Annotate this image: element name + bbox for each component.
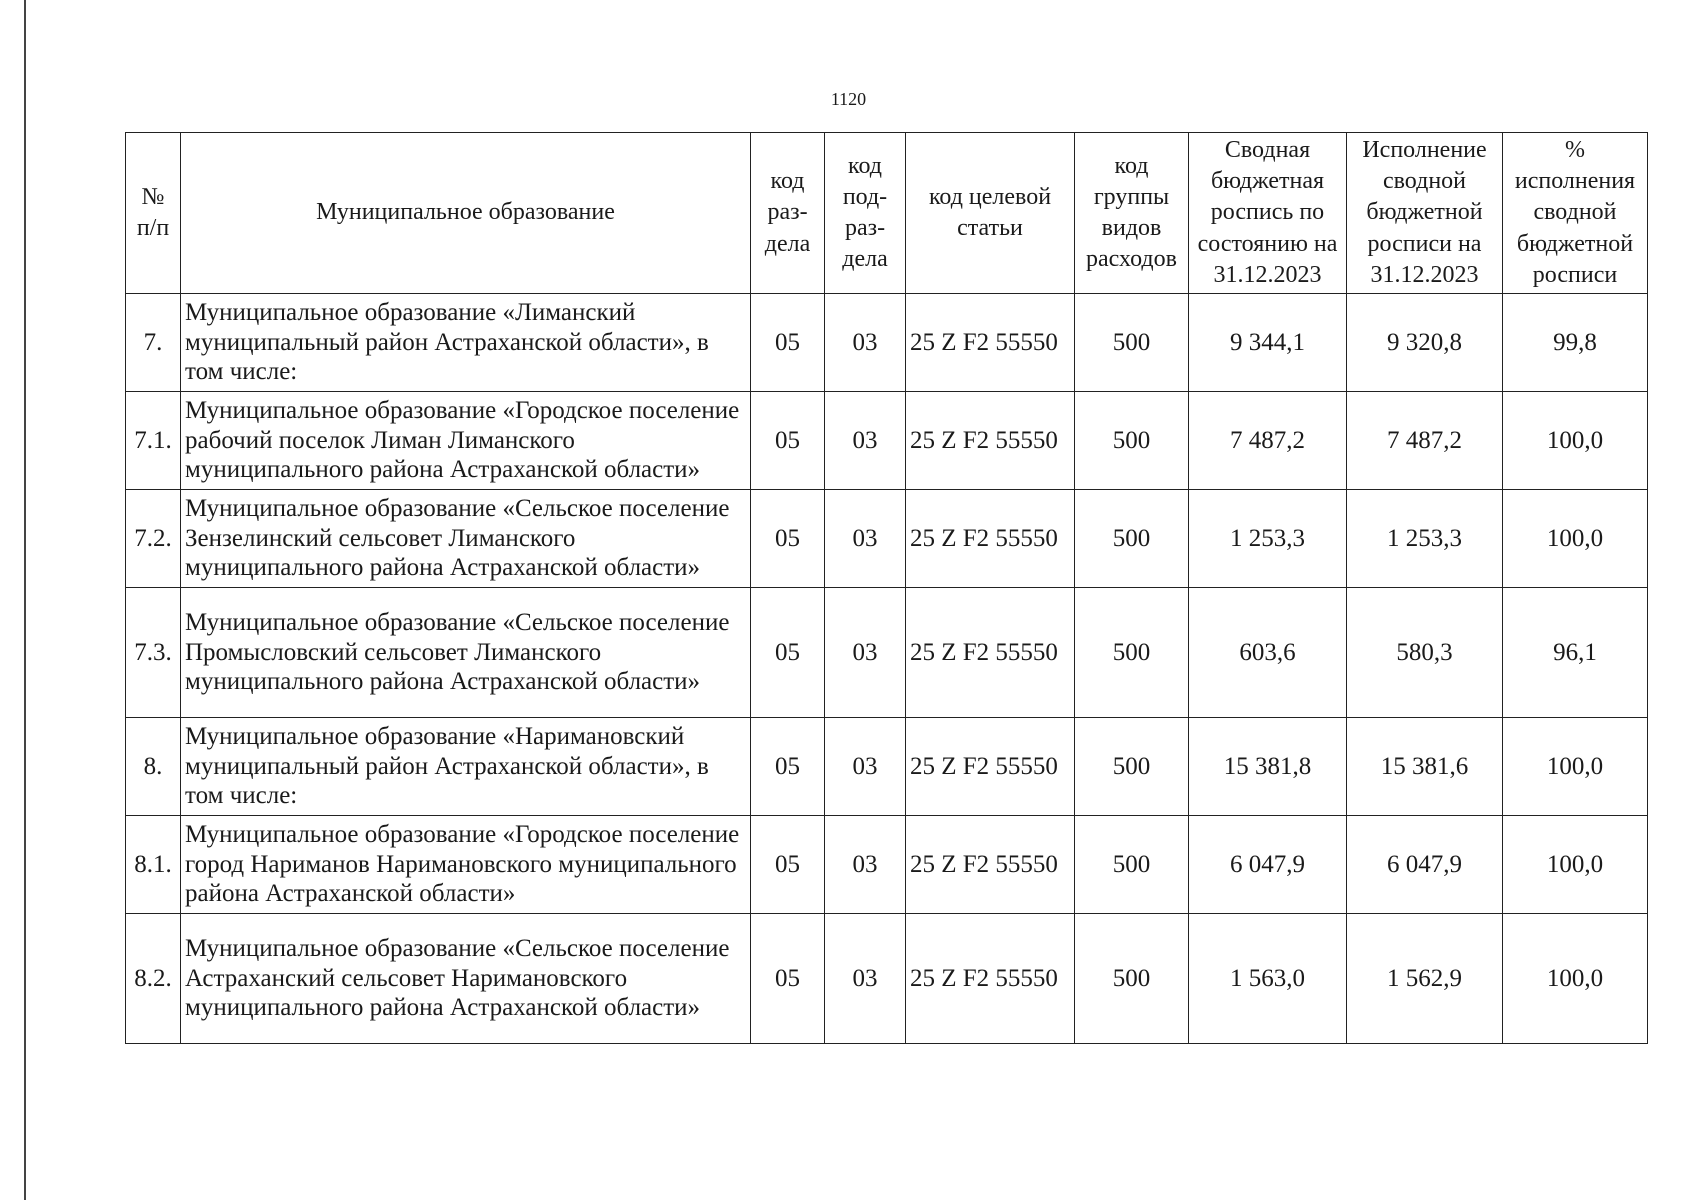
header-budget-execution: Исполнение сводной бюджетной росписи на 31.12.2023 — [1347, 133, 1503, 294]
row-target-code: 25 Z F2 55550 — [906, 293, 1075, 391]
row-municipality: Муниципальное образование «Лиманский муниципальный район Астраханской области», в том числе: — [181, 293, 751, 391]
header-budget-plan: Сводная бюджетная роспись по состоянию на 31.12.2023 — [1189, 133, 1347, 294]
table-row — [126, 489, 1648, 587]
row-number: 8.2. — [126, 913, 181, 1043]
header-section-code: код раз-дела — [751, 133, 825, 294]
row-budget-plan: 6 047,9 — [1189, 815, 1347, 913]
row-section-code: 05 — [751, 293, 825, 391]
row-budget-plan: 9 344,1 — [1189, 293, 1347, 391]
row-expense-group-code: 500 — [1075, 717, 1189, 815]
row-target-code: 25 Z F2 55550 — [906, 489, 1075, 587]
row-subsection-code: 03 — [825, 489, 906, 587]
header-execution-percent: % исполнения сводной бюджетной росписи — [1503, 133, 1648, 294]
row-number: 7.2. — [126, 489, 181, 587]
row-budget-execution: 1 562,9 — [1347, 913, 1503, 1043]
row-budget-plan: 603,6 — [1189, 587, 1347, 717]
row-budget-execution: 7 487,2 — [1347, 391, 1503, 489]
row-target-code: 25 Z F2 55550 — [906, 913, 1075, 1043]
row-section-code: 05 — [751, 391, 825, 489]
budget-execution-table — [125, 132, 1648, 1044]
table-row — [126, 391, 1648, 489]
header-expense-group-code: код группы видов расходов — [1075, 133, 1189, 294]
page-number: 1120 — [830, 89, 867, 109]
row-municipality: Муниципальное образование «Сельское поселение Астраханский сельсовет Наримановского муниципального района Астраханской области» — [181, 913, 751, 1043]
row-budget-execution: 1 253,3 — [1347, 489, 1503, 587]
row-budget-execution: 9 320,8 — [1347, 293, 1503, 391]
row-municipality: Муниципальное образование «Городское поселение город Нариманов Наримановского муниципального района Астраханской области» — [181, 815, 751, 913]
row-budget-execution: 580,3 — [1347, 587, 1503, 717]
row-number: 8. — [126, 717, 181, 815]
row-section-code: 05 — [751, 489, 825, 587]
row-subsection-code: 03 — [825, 391, 906, 489]
row-expense-group-code: 500 — [1075, 489, 1189, 587]
row-section-code: 05 — [751, 717, 825, 815]
row-budget-plan: 1 563,0 — [1189, 913, 1347, 1043]
row-execution-percent: 100,0 — [1503, 717, 1648, 815]
row-expense-group-code: 500 — [1075, 815, 1189, 913]
row-target-code: 25 Z F2 55550 — [906, 717, 1075, 815]
row-budget-plan: 15 381,8 — [1189, 717, 1347, 815]
row-budget-execution: 15 381,6 — [1347, 717, 1503, 815]
row-expense-group-code: 500 — [1075, 587, 1189, 717]
row-municipality: Муниципальное образование «Сельское поселение Зензелинский сельсовет Лиманского муниципального района Астраханской области» — [181, 489, 751, 587]
table-row — [126, 293, 1648, 391]
row-execution-percent: 96,1 — [1503, 587, 1648, 717]
page-binding-line — [24, 0, 26, 1200]
row-execution-percent: 100,0 — [1503, 489, 1648, 587]
row-section-code: 05 — [751, 587, 825, 717]
row-execution-percent: 100,0 — [1503, 391, 1648, 489]
row-expense-group-code: 500 — [1075, 391, 1189, 489]
table-row — [126, 717, 1648, 815]
row-municipality: Муниципальное образование «Сельское поселение Промысловский сельсовет Лиманского муниципального района Астраханской области» — [181, 587, 751, 717]
table-row — [126, 913, 1648, 1043]
header-target-code: код целевой статьи — [906, 133, 1075, 294]
row-execution-percent: 100,0 — [1503, 913, 1648, 1043]
row-expense-group-code: 500 — [1075, 293, 1189, 391]
row-number: 7.1. — [126, 391, 181, 489]
row-budget-execution: 6 047,9 — [1347, 815, 1503, 913]
row-section-code: 05 — [751, 913, 825, 1043]
table-row — [126, 587, 1648, 717]
row-execution-percent: 100,0 — [1503, 815, 1648, 913]
row-municipality: Муниципальное образование «Городское поселение рабочий поселок Лиман Лиманского муниципального района Астраханской области» — [181, 391, 751, 489]
row-subsection-code: 03 — [825, 815, 906, 913]
row-subsection-code: 03 — [825, 587, 906, 717]
row-subsection-code: 03 — [825, 913, 906, 1043]
header-num: № п/п — [126, 133, 181, 294]
row-municipality: Муниципальное образование «Наримановский муниципальный район Астраханской области», в том числе: — [181, 717, 751, 815]
row-subsection-code: 03 — [825, 717, 906, 815]
row-section-code: 05 — [751, 815, 825, 913]
row-target-code: 25 Z F2 55550 — [906, 391, 1075, 489]
row-expense-group-code: 500 — [1075, 913, 1189, 1043]
row-number: 8.1. — [126, 815, 181, 913]
table-header-row — [126, 133, 1648, 294]
row-budget-plan: 7 487,2 — [1189, 391, 1347, 489]
row-number: 7.3. — [126, 587, 181, 717]
row-execution-percent: 99,8 — [1503, 293, 1648, 391]
header-municipality: Муниципальное образование — [181, 133, 751, 294]
table-row — [126, 815, 1648, 913]
row-target-code: 25 Z F2 55550 — [906, 587, 1075, 717]
row-subsection-code: 03 — [825, 293, 906, 391]
row-number: 7. — [126, 293, 181, 391]
row-budget-plan: 1 253,3 — [1189, 489, 1347, 587]
header-subsection-code: код под-раз-дела — [825, 133, 906, 294]
row-target-code: 25 Z F2 55550 — [906, 815, 1075, 913]
